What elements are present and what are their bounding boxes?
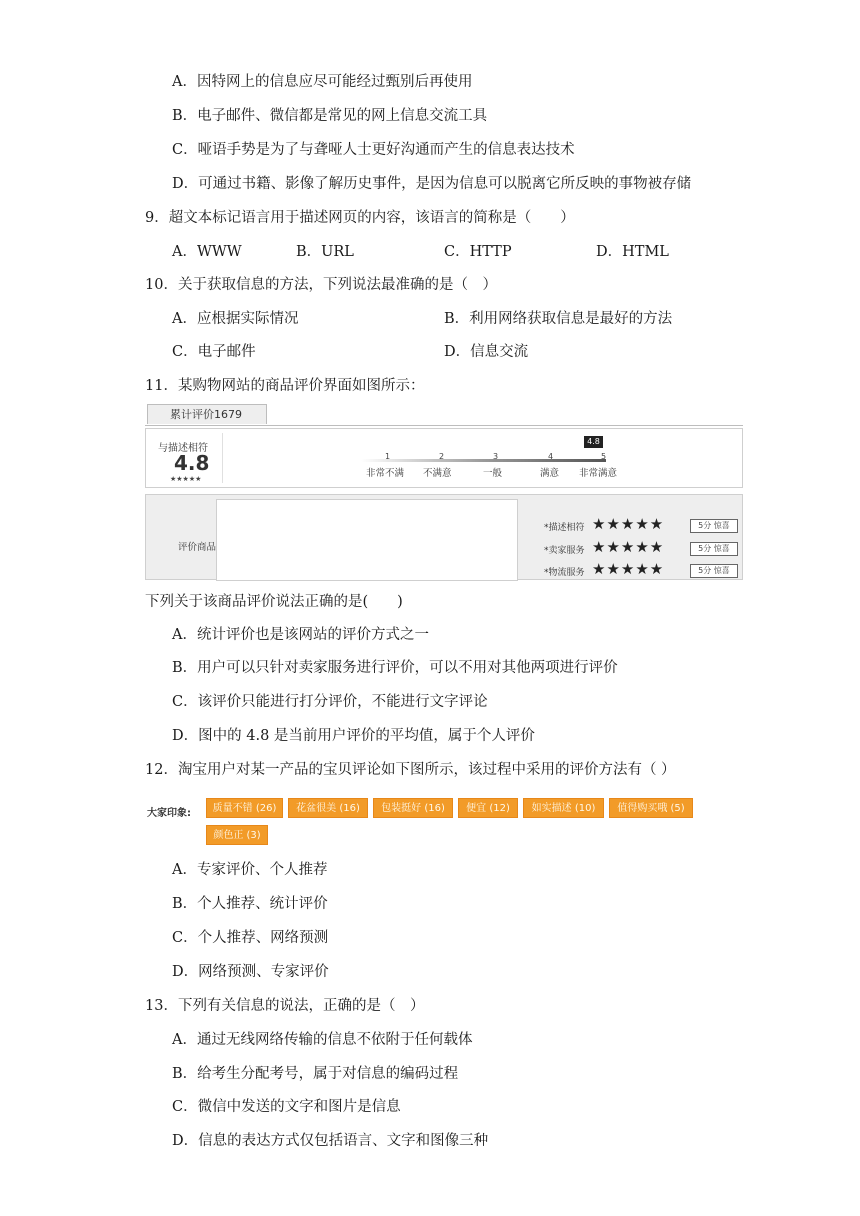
review-tabbar [145, 404, 743, 426]
q12-stem: 12．淘宝用户对某一产品的宝贝评论如下图所示，该过程中采用的评价方法有（ ） [145, 762, 676, 778]
scale-number: 5 [601, 452, 607, 461]
rating-summary [145, 428, 743, 488]
scale-level: 不满意 [423, 468, 452, 479]
q10-stem: 10．关于获取信息的方法，下列说法最准确的是（ ） [145, 277, 497, 293]
score-flag: 4.8 [584, 436, 603, 448]
q9-option-c: C．HTTP [444, 244, 512, 260]
scale-number: 4 [548, 452, 554, 461]
q10-option-b: B．利用网络获取信息是最好的方法 [444, 311, 673, 327]
impression-label: 大家印象: [147, 808, 191, 819]
impression-tags-figure [145, 798, 705, 848]
impression-tag[interactable]: 质量不错 (26) [206, 798, 283, 818]
q9-option-a: A．WWW [172, 244, 242, 260]
impression-tag[interactable]: 如实描述 (10) [523, 798, 604, 818]
rating-tag: 5分 惊喜 [690, 542, 738, 556]
rating-row-label: *物流服务 [544, 568, 585, 578]
q8-option-b: B．电子邮件、微信都是常见的网上信息交流工具 [172, 108, 488, 124]
impression-tag[interactable]: 包装挺好 (16) [373, 798, 453, 818]
q9-stem: 9．超文本标记语言用于描述网页的内容，该语言的简称是（ ） [145, 210, 575, 226]
star-rating-icon[interactable]: ★★★★★ [592, 538, 665, 556]
scale-level: 非常满意 [579, 468, 618, 479]
review-textarea[interactable] [216, 499, 518, 581]
q11-option-a: A．统计评价也是该网站的评价方式之一 [172, 627, 429, 643]
q9-option-d: D．HTML [596, 244, 669, 260]
review-form [145, 494, 743, 580]
q13-option-b: B．给考生分配考号，属于对信息的编码过程 [172, 1066, 459, 1082]
rating-row-label: *描述相符 [544, 523, 585, 533]
scale-level: 一般 [483, 468, 503, 479]
scale-level: 非常不满 [366, 468, 405, 479]
rating-tag: 5分 惊喜 [690, 564, 738, 578]
q11-stem: 11．某购物网站的商品评价界面如图所示： [145, 378, 425, 394]
q8-option-d: D．可通过书籍、影像了解历史事件，是因为信息可以脱离它所反映的事物被存储 [172, 176, 692, 192]
impression-tag[interactable]: 颜色正 (3) [206, 825, 268, 845]
star-rating-icon[interactable]: ★★★★★ [592, 560, 665, 578]
q13-option-c: C．微信中发送的文字和图片是信息 [172, 1099, 401, 1115]
q13-stem: 13．下列有关信息的说法，正确的是（ ） [145, 998, 425, 1014]
scale-number: 2 [439, 452, 445, 461]
eval-label: 评价商品 [178, 542, 217, 553]
score-value: 4.8 [174, 451, 210, 475]
q10-option-d: D．信息交流 [444, 344, 529, 360]
q12-option-b: B．个人推荐、统计评价 [172, 896, 328, 912]
score-label: 与描述相符 [158, 443, 208, 454]
rating-row-label: *卖家服务 [544, 546, 585, 556]
q12-option-a: A．专家评价、个人推荐 [172, 862, 328, 878]
impression-tag[interactable]: 便宜 (12) [458, 798, 518, 818]
impression-tag[interactable]: 花盆很美 (16) [288, 798, 368, 818]
q13-option-a: A．通过无线网络传输的信息不依附于任何载体 [172, 1032, 473, 1048]
q13-option-d: D．信息的表达方式仅包括语言、文字和图像三种 [172, 1133, 489, 1149]
q11-option-d: D．图中的 4.8 是当前用户评价的平均值，属于个人评价 [172, 728, 535, 744]
scale-level: 满意 [540, 468, 560, 479]
review-figure [145, 404, 743, 580]
q10-option-a: A．应根据实际情况 [172, 311, 299, 327]
score-stars-icon: ★★★★★ [170, 475, 202, 483]
q10-option-c: C．电子邮件 [172, 344, 256, 360]
q9-option-b: B．URL [296, 244, 354, 260]
score-box [150, 433, 223, 483]
q8-option-c: C．哑语手势是为了与聋哑人士更好沟通而产生的信息表达技术 [172, 142, 575, 158]
q12-option-d: D．网络预测、专家评价 [172, 964, 329, 980]
q11-option-c: C．该评价只能进行打分评价，不能进行文字评论 [172, 694, 488, 710]
impression-tag[interactable]: 值得购买哦 (5) [609, 798, 693, 818]
rating-scale-bar [361, 459, 606, 462]
tab-cumulative-reviews[interactable]: 累计评价1679 [147, 404, 267, 424]
q8-option-a: A．因特网上的信息应尽可能经过甄别后再使用 [172, 74, 473, 90]
q11-prompt: 下列关于该商品评价说法正确的是( ) [145, 594, 403, 610]
scale-number: 3 [493, 452, 499, 461]
star-rating-icon[interactable]: ★★★★★ [592, 515, 665, 533]
q11-option-b: B．用户可以只针对卖家服务进行评价，可以不用对其他两项进行评价 [172, 660, 618, 676]
q12-option-c: C．个人推荐、网络预测 [172, 930, 329, 946]
rating-tag: 5分 惊喜 [690, 519, 738, 533]
scale-number: 1 [385, 452, 391, 461]
